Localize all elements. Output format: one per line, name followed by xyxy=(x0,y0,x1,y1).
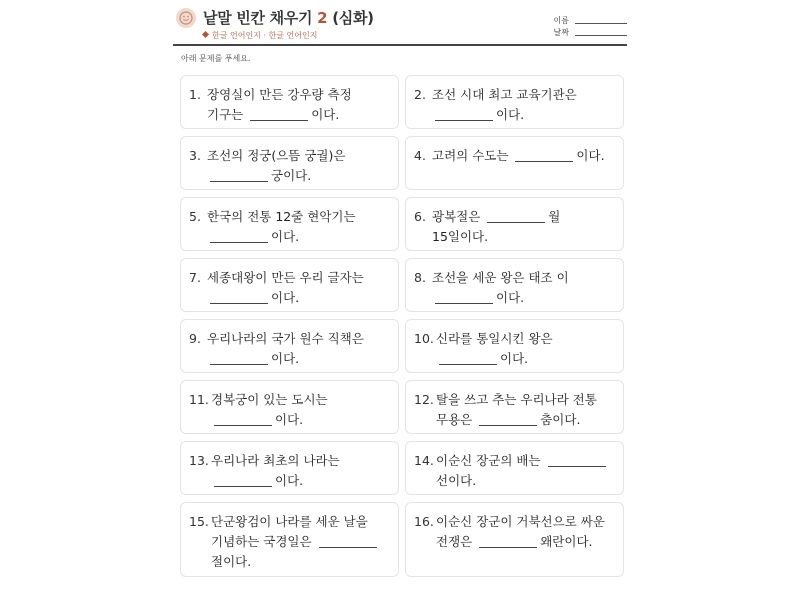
worksheet-header xyxy=(173,0,627,46)
question-card-12 xyxy=(405,380,624,434)
question-card-14 xyxy=(405,441,624,495)
question-text: 경복궁이 있는 도시는 이다. xyxy=(211,392,328,427)
question-number: 3. xyxy=(189,148,201,163)
title-number: 2 xyxy=(317,9,328,27)
question-text: 조선 시대 최고 교육기관은 이다. xyxy=(432,87,577,122)
question-text: 고려의 수도는 이다. xyxy=(432,148,605,163)
date-field xyxy=(554,26,627,38)
question-number: 6. xyxy=(414,209,426,224)
question-number: 7. xyxy=(189,270,201,285)
question-text: 광복절은 월 15일이다. xyxy=(432,209,561,244)
question-card-16 xyxy=(405,502,624,577)
question-number: 16. xyxy=(414,514,434,529)
answer-blank[interactable] xyxy=(435,290,493,304)
answer-blank[interactable] xyxy=(487,209,545,223)
question-number: 14. xyxy=(414,453,434,468)
diamond-icon xyxy=(202,31,209,38)
question-number: 4. xyxy=(414,148,426,163)
question-text: 조선을 세운 왕은 태조 이 이다. xyxy=(432,270,569,305)
name-label: 이름 xyxy=(553,16,569,25)
worksheet-subtitle xyxy=(203,30,317,41)
worksheet xyxy=(173,0,627,600)
question-card-1 xyxy=(180,75,399,129)
question-text: 신라를 통일시킨 왕은 이다. xyxy=(436,331,553,366)
question-text: 조선의 정궁(으뜸 궁궐)은 궁이다. xyxy=(207,148,346,183)
answer-blank[interactable] xyxy=(210,290,268,304)
question-number: 10. xyxy=(414,331,434,346)
question-number: 11. xyxy=(189,392,209,407)
question-text: 우리나라 최초의 나라는 이다. xyxy=(211,453,340,488)
question-number: 12. xyxy=(414,392,434,407)
answer-blank[interactable] xyxy=(319,534,377,548)
answer-blank[interactable] xyxy=(210,351,268,365)
question-card-11 xyxy=(180,380,399,434)
question-text: 탈을 쓰고 추는 우리나라 전통 무용은 춤이다. xyxy=(436,392,597,427)
question-number: 9. xyxy=(189,331,201,346)
title-level: (심화) xyxy=(332,9,374,27)
instruction-text: 아래 문제를 푸세요. xyxy=(181,54,251,63)
question-card-7 xyxy=(180,258,399,312)
question-text: 우리나라의 국가 원수 직책은 이다. xyxy=(207,331,364,366)
date-blank[interactable] xyxy=(575,26,627,36)
question-card-3 xyxy=(180,136,399,190)
question-number: 15. xyxy=(189,514,209,529)
answer-blank[interactable] xyxy=(214,412,272,426)
question-text: 장영실이 만든 강우량 측정 기구는 이다. xyxy=(207,87,352,122)
name-blank[interactable] xyxy=(575,14,627,24)
question-card-4 xyxy=(405,136,624,190)
question-text: 한국의 전통 12줄 현악기는 이다. xyxy=(207,209,356,244)
question-number: 5. xyxy=(189,209,201,224)
title-main: 낱말 빈칸 채우기 xyxy=(203,9,313,27)
question-card-5 xyxy=(180,197,399,251)
question-card-13 xyxy=(180,441,399,495)
question-text: 이순신 장군의 배는 선이다. xyxy=(436,451,615,491)
answer-blank[interactable] xyxy=(250,107,308,121)
smiley-logo-icon xyxy=(176,8,196,28)
answer-blank[interactable] xyxy=(210,229,268,243)
answer-blank[interactable] xyxy=(515,148,573,162)
answer-blank[interactable] xyxy=(214,473,272,487)
header-divider xyxy=(173,44,627,46)
question-card-8 xyxy=(405,258,624,312)
question-card-15 xyxy=(180,502,399,577)
answer-blank[interactable] xyxy=(479,534,537,548)
subtitle-text: 한글 언어인지 · 한글 언어인지 xyxy=(212,31,318,40)
date-label: 날짜 xyxy=(553,28,569,37)
question-text: 이순신 장군이 거북선으로 싸운 전쟁은 왜란이다. xyxy=(436,514,605,549)
answer-blank[interactable] xyxy=(210,168,268,182)
question-card-6 xyxy=(405,197,624,251)
question-text: 세종대왕이 만든 우리 글자는 이다. xyxy=(207,270,364,305)
question-number: 13. xyxy=(189,453,209,468)
question-card-10 xyxy=(405,319,624,373)
name-field xyxy=(554,14,627,26)
question-card-9 xyxy=(180,319,399,373)
answer-blank[interactable] xyxy=(439,351,497,365)
question-card-2 xyxy=(405,75,624,129)
question-text: 단군왕검이 나라를 세운 날을 기념하는 국경일은 절이다. xyxy=(211,512,390,572)
worksheet-title xyxy=(203,7,374,28)
question-number: 8. xyxy=(414,270,426,285)
answer-blank[interactable] xyxy=(479,412,537,426)
answer-blank[interactable] xyxy=(435,107,493,121)
question-number: 1. xyxy=(189,87,201,102)
answer-blank[interactable] xyxy=(548,453,606,467)
question-number: 2. xyxy=(414,87,426,102)
